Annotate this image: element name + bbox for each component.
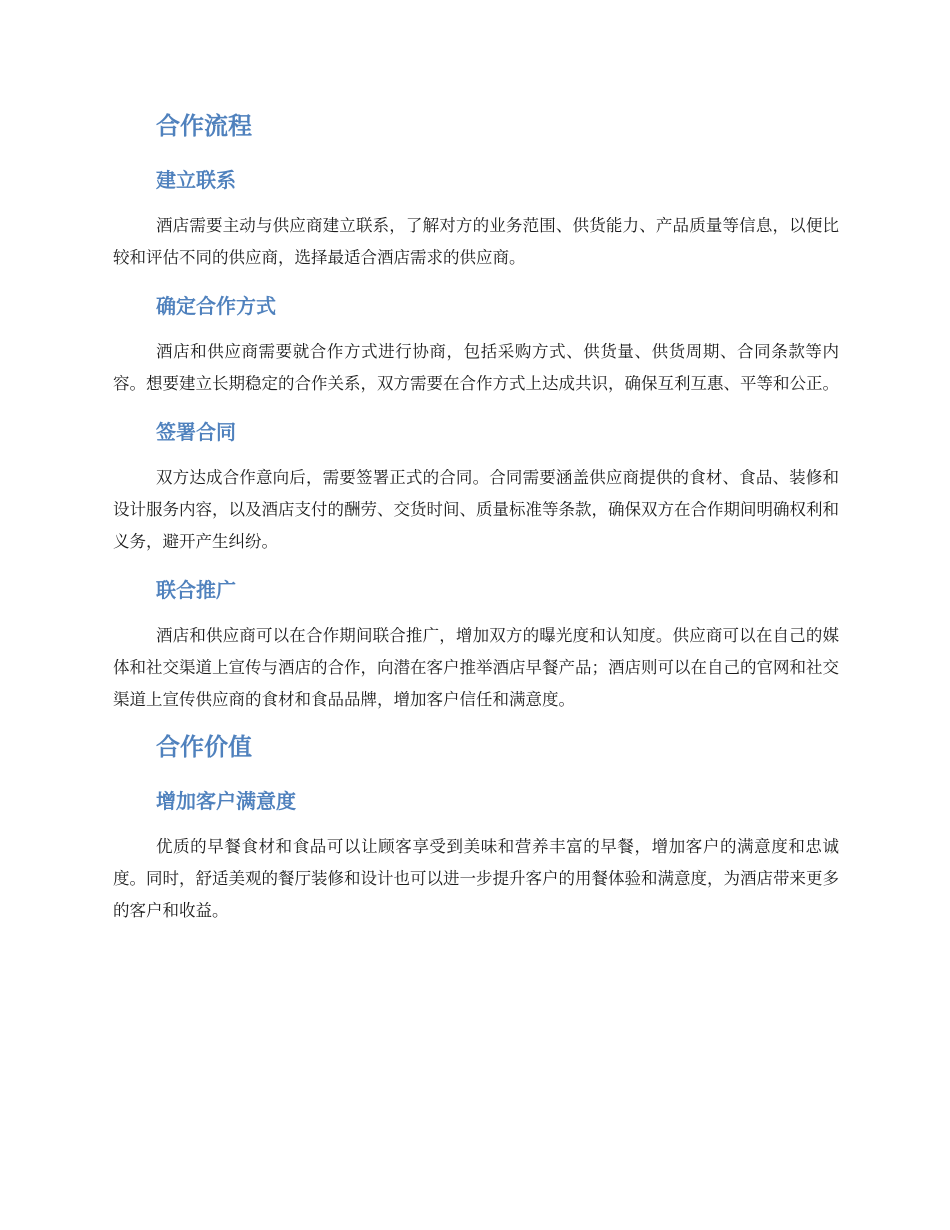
subheading-establish-contact: 建立联系 [156,168,236,192]
paragraph-joint-promotion: 酒店和供应商可以在合作期间联合推广，增加双方的曝光度和认知度。供应商可以在自己的媒体和社交渠道上宣传与酒店的合作，向潜在客户推举酒店早餐产品；酒店则可以在自己的官网和社交渠道上宣传供应商的食材和食品品牌，增加客户信任和满意度。 [113,626,839,709]
paragraph-establish-contact: 酒店需要主动与供应商建立联系，了解对方的业务范围、供货能力、产品质量等信息，以便比较和评估不同的供应商，选择最适合酒店需求的供应商。 [113,216,839,267]
section-title-cooperation-value: 合作价值 [156,733,252,761]
subheading-joint-promotion: 联合推广 [156,578,236,602]
subheading-sign-contract: 签署合同 [156,420,236,444]
subheading-customer-satisfaction: 增加客户满意度 [156,789,296,813]
section-title-cooperation-process: 合作流程 [156,112,252,140]
paragraph-sign-contract: 双方达成合作意向后，需要签署正式的合同。合同需要涵盖供应商提供的食材、食品、装修和设计服务内容，以及酒店支付的酬劳、交货时间、质量标准等条款，确保双方在合作期间明确权利和义务，避开产生纠纷。 [113,468,839,551]
paragraph-customer-satisfaction: 优质的早餐食材和食品可以让顾客享受到美味和营养丰富的早餐，增加客户的满意度和忠诚度。同时，舒适美观的餐厅装修和设计也可以进一步提升客户的用餐体验和满意度，为酒店带来更多的客户和收益。 [113,837,839,920]
paragraph-cooperation-method: 酒店和供应商需要就合作方式进行协商，包括采购方式、供货量、供货周期、合同条款等内容。想要建立长期稳定的合作关系，双方需要在合作方式上达成共识，确保互利互惠、平等和公正。 [113,342,839,393]
subheading-cooperation-method: 确定合作方式 [156,294,276,318]
document-content [113,108,839,927]
